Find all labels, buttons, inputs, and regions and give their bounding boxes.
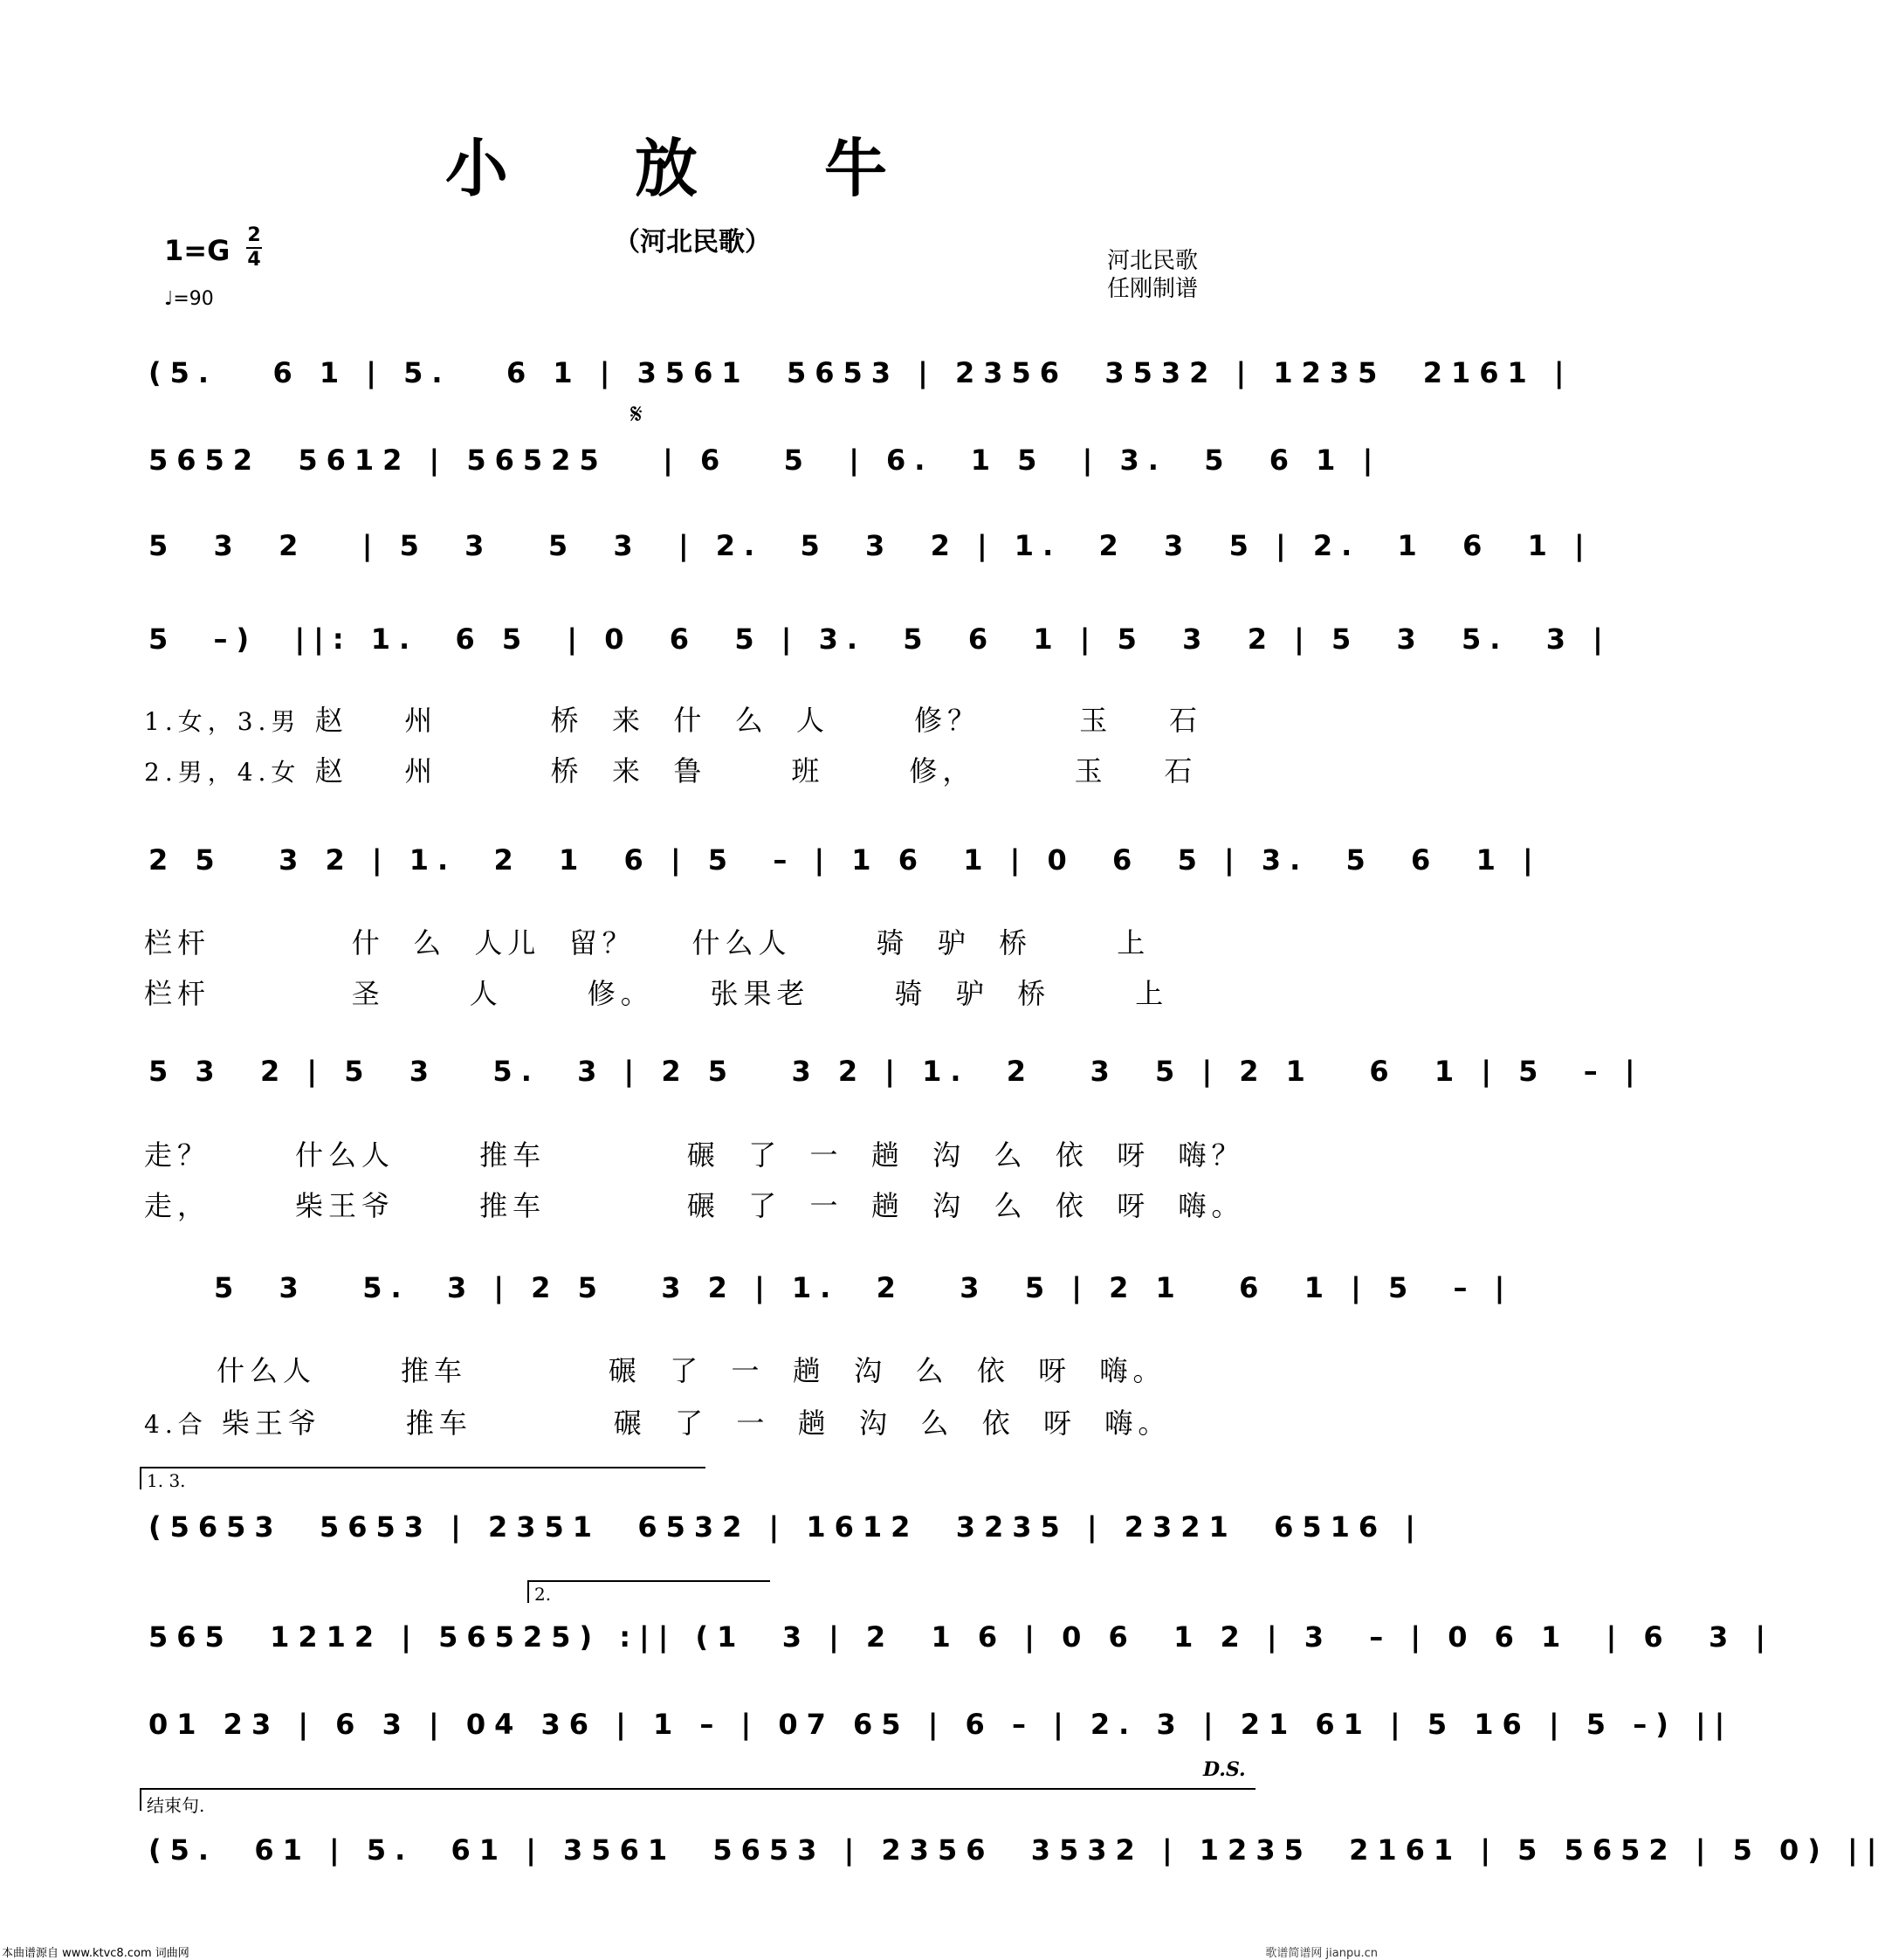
lyric-line: 走， 柴王爷 推车 碾 了 一 趟 沟 么 依 呀 嗨。	[144, 1189, 1245, 1222]
key-signature: 1=G	[164, 234, 230, 267]
meter-bottom: 4	[247, 249, 261, 271]
coda-bracket: 结束句.	[140, 1788, 1256, 1811]
da-segno-mark: D.S.	[1203, 1758, 1246, 1781]
lyric-line	[144, 698, 1202, 739]
lyric-text: 赵 州 桥 来 鲁 班 修， 玉 石	[314, 754, 1198, 787]
score-row-9	[144, 1613, 1775, 1666]
song-title: 小 放 牛	[444, 131, 940, 205]
notes: (5. 61 | 5. 61 | 3561 5653 | 2356 3532 | 1235 2161 | 5 5652 | 5 0) ||	[148, 1833, 1885, 1867]
notes: (5. 6 1 | 5. 6 1 | 3561 5653 | 2356 3532 | 1235 2161 |	[148, 356, 1573, 389]
score-row-1	[144, 349, 1573, 402]
verse-label: 1.女，3.男	[144, 707, 301, 736]
score-row-11	[144, 1826, 1885, 1879]
time-signature	[246, 225, 262, 271]
score-row-8	[144, 1503, 1424, 1556]
notes: 5 3 2 | 5 3 5. 3 | 2 5 3 2 | 1. 2 3 5 | 2 1 6 1 | 5 – |	[148, 1055, 1644, 1088]
lyric-line	[144, 1401, 1171, 1441]
lyric-line: 栏杆 圣 人 修。 张果老 骑 驴 桥 上	[144, 977, 1169, 1010]
footer-source: 本曲谱源自 www.ktvc8.com 词曲网	[2, 1947, 189, 1960]
score-row-4	[144, 616, 1612, 668]
score-row-10	[144, 1701, 1734, 1753]
notes: 01 23 | 6 3 | 04 36 | 1 – | 07 65 | 6 – | 2. 3 | 21 61 | 5 16 | 5 –) ||	[148, 1708, 1734, 1741]
notes: 5652 5612 | 56525 | 6 5 | 6. 1 5 | 3. 5 6 1 |	[148, 444, 1382, 477]
credit-arranger: 任刚制谱	[1107, 276, 1199, 302]
notes: 5 3 2 | 5 3 5 3 | 2. 5 3 2 | 1. 2 3 5 | 2. 1 6 1 |	[148, 529, 1593, 562]
notes: 2 5 3 2 | 1. 2 1 6 | 5 – | 1 6 1 | 0 6 5 | 3. 5 6 1 |	[148, 843, 1542, 877]
volta-bracket-2: 2.	[527, 1580, 770, 1603]
footer-watermark: 歌谱简谱网 jianpu.cn	[1265, 1947, 1378, 1960]
score-row-3	[144, 522, 1593, 574]
volta-bracket-1: 1. 3.	[140, 1467, 705, 1489]
notes: 565 1212 | 56525) :|| (1 3 | 2 1 6 | 0 6 1 2 | 3 – | 0 6 1 | 6 3 |	[148, 1620, 1775, 1654]
notes: 5 3 5. 3 | 2 5 3 2 | 1. 2 3 5 | 2 1 6 1 | 5 – |	[214, 1271, 1514, 1304]
lyric-line: 栏杆 什 么 人儿 留？ 什么人 骑 驴 桥 上	[144, 926, 1151, 959]
verse-label: 4.合	[144, 1410, 208, 1439]
song-subtitle: （河北民歌）	[614, 227, 771, 258]
lyric-text: 柴王爷 推车 碾 了 一 趟 沟 么 依 呀 嗨。	[221, 1406, 1172, 1440]
segno-mark: 𝄋	[630, 397, 643, 430]
tempo-mark: ♩=90	[164, 288, 214, 310]
score-row-5	[144, 836, 1542, 889]
verse-label: 2.男，4.女	[144, 758, 301, 787]
meter-top: 2	[247, 224, 261, 246]
lyric-line: 什么人 推车 碾 了 一 趟 沟 么 依 呀 嗨。	[217, 1354, 1166, 1387]
score-row-2	[144, 437, 1382, 489]
credit-origin: 河北民歌	[1107, 248, 1199, 274]
lyric-text: 赵 州 桥 来 什 么 人 修？ 玉 石	[314, 704, 1202, 737]
lyric-line	[144, 749, 1197, 789]
notes: 5 –) ||: 1. 6 5 | 0 6 5 | 3. 5 6 1 | 5 3 2 | 5 3 5. 3 |	[148, 622, 1612, 656]
notes: (5653 5653 | 2351 6532 | 1612 3235 | 2321 6516 |	[148, 1510, 1424, 1544]
lyric-line: 走？ 什么人 推车 碾 了 一 趟 沟 么 依 呀 嗨？	[144, 1138, 1245, 1172]
score-row-7	[210, 1264, 1514, 1317]
score-row-6	[144, 1048, 1644, 1100]
